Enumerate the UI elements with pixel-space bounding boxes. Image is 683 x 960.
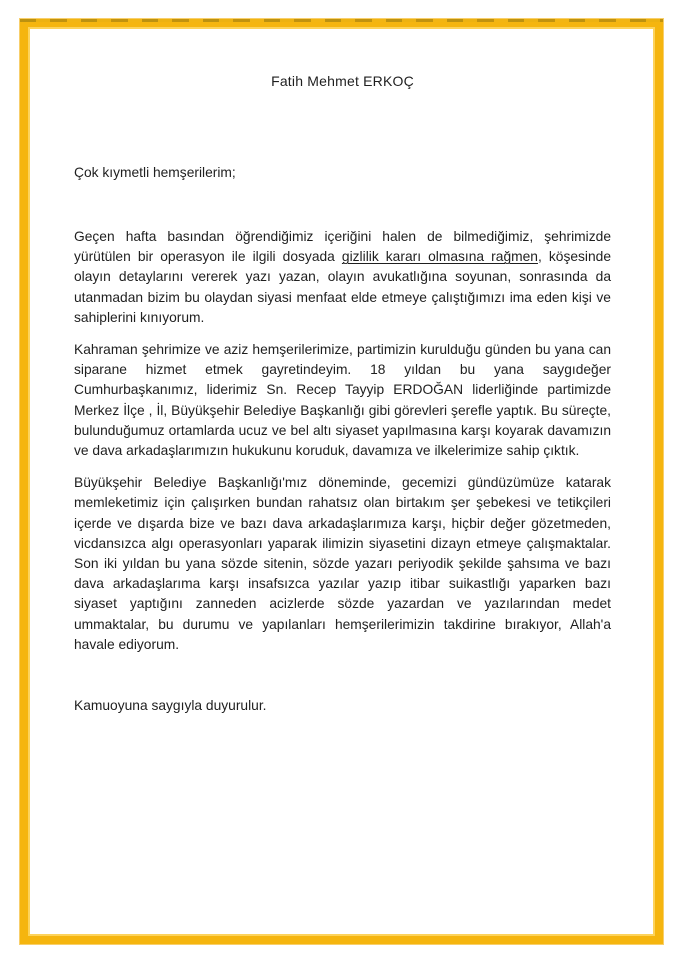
paragraph-1-text-before-underline: Geçen hafta basından öğrendiğimiz içeriğini halen de bilmediğimiz, şehrimizde yürütülen bir operasyon ile ilgili dosyada	[74, 229, 611, 265]
letter-paragraph-2: Kahraman şehrimize ve aziz hemşerilerimize, partimizin kurulduğu günden bu yana can siparane hizmet etmek gayretindeyim. 18 yıldan bu yana saygıdeğer Cumhurbaşkanımız, liderimiz Sn. Recep Tayyip ERDOĞAN liderliğinde partimizde Merkez İlçe , İl, Büyükşehir Belediye Başkanlığı gibi görevleri şerefle yaptık. Bu süreçte, bulunduğumuz ortamlarda ucuz ve bel altı siyaset yapılmasına karşı koyarak davamızın ve dava arkadaşlarımızın hukukunu koruduk, davamıza ve ilkelerimize sahip çıktık.	[74, 342, 611, 459]
letter-author-name: Fatih Mehmet ERKOÇ	[271, 73, 414, 89]
letter-greeting: Çok kıymetli hemşerilerim;	[74, 165, 236, 180]
letter-closing: Kamuoyuna saygıyla duyurulur.	[74, 698, 267, 714]
paragraph-1-text-after-underline: , köşesinde olayın detaylarını vererek yazı yazan, olayın avukatlığına soyunan, sonrasında da utanmadan bizim bu olaydan siyasi menfaat elde etmeye çalıştığımızı ima eden kişi ve sahiplerini kınıyorum.	[74, 249, 611, 325]
letter-paragraph-3: Büyükşehir Belediye Başkanlığı'mız döneminde, gecemizi gündüzümüze katarak memleketimiz için çalışırken bundan rahatsız olan birtakım şer şebekesi ve tetikçileri içerde ve dışarda bize ve bazı dava arkadaşlarımıza karşı, hiçbir değer gözetmeden, vicdansızca algı operasyonları yaparak ilimizin siyasetini dizayn etmeye çalışmaktalar. Son iki yıldan bu yana sözde sitenin, sözde yazarı periyodik şekilde şahsıma ve bazı dava arkadaşlarıma karşı insafsızca yazılar yazıp itibar suikastlığı yaparken bazı siyaset yaptığını zanneden acizlerde sözde yazardan ve yazılarından medet ummaktalar, bu durumu ve yapılanları hemşerilerimizin takdirine bırakıyor, Allah'a havale ediyorum.	[74, 475, 611, 652]
decorative-gold-border	[20, 19, 663, 944]
letter-page	[28, 27, 655, 936]
letter-paragraph-1	[74, 227, 611, 328]
underlined-phrase: gizlilik kararı olmasına rağmen	[341, 249, 538, 265]
